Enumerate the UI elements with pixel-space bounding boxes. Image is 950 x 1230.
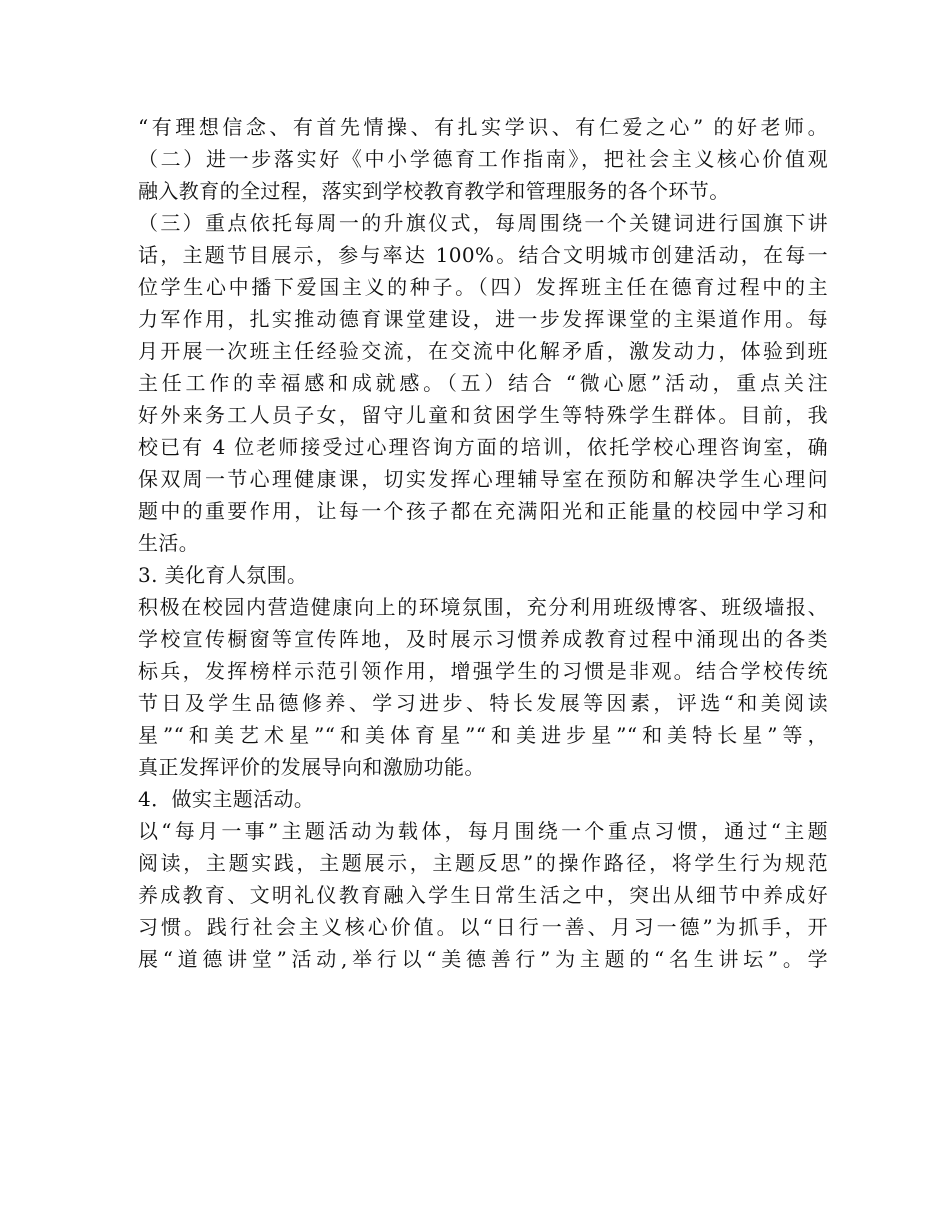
text-line-14: 生活。 [138,531,200,555]
text-line-13: 题中的重要作用，让每一个孩子都在充满阳光和正能量的校园中学习和 [138,499,828,523]
text-line-25: 养成教育、文明礼仪教育融入学生日常生活之中，突出从细节中养成好 [138,883,828,907]
document-page [138,111,828,975]
text-line-7: 力军作用，扎实推动德育课堂建设，进一步发挥课堂的主渠道作用。每 [138,307,828,331]
text-line-11: 校已有 4 位老师接受过心理咨询方面的培训，依托学校心理咨询室，确 [138,435,828,459]
text-line-12: 保双周一节心理健康课，切实发挥心理辅导室在预防和解决学生心理问 [138,467,828,491]
text-line-16: 积极在校园内营造健康向上的环境氛围，充分利用班级博客、班级墙报、 [138,595,828,619]
text-line-19: 节日及学生品德修养、学习进步、特长发展等因素，评选“和美阅读 [138,691,828,715]
text-line-3: 融入教育的全过程，落实到学校教育教学和管理服务的各个环节。 [138,179,730,203]
text-line-18: 标兵，发挥榜样示范引领作用，增强学生的习惯是非观。结合学校传统 [138,659,828,683]
text-line-26: 习惯。践行社会主义核心价值。以“日行一善、月习一德”为抓手，开 [138,915,828,939]
text-line-27: 展“道德讲堂”活动,举行以“美德善行”为主题的“名生讲坛”。学 [138,947,828,971]
text-line-21: 真正发挥评价的发展导向和激励功能。 [138,755,485,779]
text-line-10: 好外来务工人员子女，留守儿童和贫困学生等特殊学生群体。目前，我 [138,403,828,427]
text-line-1: “有理想信念、有首先情操、有扎实学识、有仁爱之心” 的好老师。 [138,115,828,139]
text-line-8: 月开展一次班主任经验交流，在交流中化解矛盾，激发动力，体验到班 [138,339,828,363]
text-line-5: 话，主题节目展示，参与率达 100%。结合文明城市创建活动，在每一 [138,243,828,267]
section-heading-4: 4．做实主题活动。 [138,787,315,811]
text-line-24: 阅读，主题实践，主题展示，主题反思”的操作路径，将学生行为规范 [138,851,828,875]
text-line-23: 以“每月一事”主题活动为载体，每月围绕一个重点习惯，通过“主题 [138,819,828,843]
text-line-4: （三）重点依托每周一的升旗仪式，每周围绕一个关键词进行国旗下讲 [138,211,828,235]
text-line-6: 位学生心中播下爱国主义的种子。（四）发挥班主任在德育过程中的主 [138,275,828,299]
text-line-20: 星”“和美艺术星”“和美体育星”“和美进步星”“和美特长星”等， [138,723,828,747]
text-line-2: （二）进一步落实好《中小学德育工作指南》，把社会主义核心价值观 [138,147,828,171]
section-heading-3: 3. 美化育人氛围。 [138,563,308,587]
text-line-9: 主任工作的幸福感和成就感。（五）结合 “微心愿”活动，重点关注 [138,371,828,395]
text-line-17: 学校宣传橱窗等宣传阵地，及时展示习惯养成教育过程中涌现出的各类 [138,627,828,651]
